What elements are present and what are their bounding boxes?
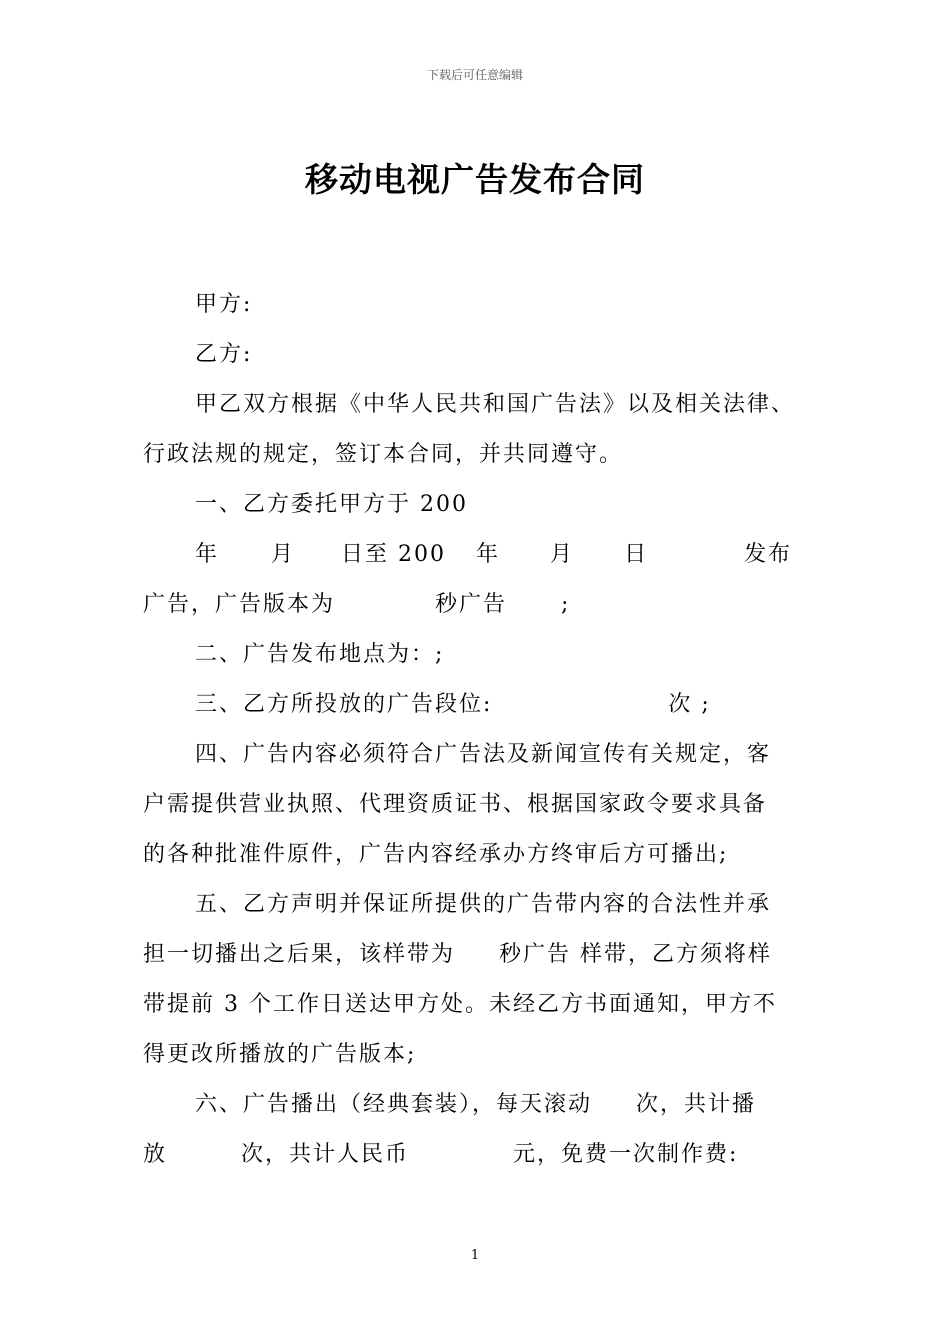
clause-6-play-label: 放 <box>143 1142 168 1167</box>
clause-6-broadcast-label: 六、广告播出（经典套装），每天滚动 <box>195 1092 593 1117</box>
clause-1-end: ; <box>561 592 571 617</box>
clause-1-line-2 <box>143 530 813 580</box>
clause-6-line-1 <box>143 1080 813 1130</box>
clause-1-line-3 <box>143 580 813 630</box>
clause-4-line-1: 四、广告内容必须符合广告法及新闻宣传有关规定，客 <box>195 742 772 767</box>
clause-5-seconds-label: 秒广告 样带，乙方须将样 <box>499 942 773 967</box>
clause-5-line-2 <box>143 930 813 980</box>
clause-1-line-1: 一、乙方委托甲方于 200 <box>195 492 468 517</box>
clause-6-fee-label: 元，免费一次制作费: <box>513 1142 739 1167</box>
intro-line-2: 行政法规的规定，签订本合同，并共同遵守。 <box>143 442 624 467</box>
clause-5-line-1: 五、乙方声明并保证所提供的广告带内容的合法性并承 <box>195 892 772 917</box>
document-title: 移动电视广告发布合同 <box>305 160 645 199</box>
clause-1-day2-label: 日 <box>624 542 649 567</box>
clause-2-line: 二、广告发布地点为：; <box>195 642 445 667</box>
clause-1-seconds-label: 秒广告 <box>435 592 508 617</box>
page-number: 1 <box>470 1248 480 1263</box>
clause-5-tape-label: 担一切播出之后果，该样带为 <box>143 942 456 967</box>
party-b-line: 乙方: <box>195 342 253 367</box>
header-note: 下载后可任意编辑 <box>426 68 523 82</box>
clause-5-line-4: 得更改所播放的广告版本; <box>143 1042 417 1067</box>
clause-5-line-3: 带提前 3 个工作日送达甲方处。未经乙方书面通知，甲方不 <box>143 992 777 1017</box>
intro-line-1: 甲乙双方根据《中华人民共和国广告法》以及相关法律、 <box>195 392 796 417</box>
clause-4-line-3: 的各种批准件原件，广告内容经承办方终审后方可播出; <box>143 842 729 867</box>
clause-6-times-label: 次，共计播 <box>636 1092 757 1117</box>
clause-6-line-2 <box>143 1130 813 1180</box>
clause-1-version-label: 广告，广告版本为 <box>143 592 336 617</box>
clause-1-year2-label: 年 <box>476 542 501 567</box>
contract-body <box>143 280 813 1180</box>
clause-4-line-2: 户需提供营业执照、代理资质证书、根据国家政令要求具备 <box>143 792 768 817</box>
clause-3-times-label: 次 ; <box>668 692 711 717</box>
clause-1-month2-label: 月 <box>550 542 575 567</box>
clause-3-line <box>143 680 813 730</box>
clause-1-year-label: 年 <box>195 542 220 567</box>
clause-3-label: 三、乙方所投放的广告段位: <box>195 692 493 717</box>
party-a-line: 甲方: <box>195 292 253 317</box>
clause-1-day-to-label: 日至 200 <box>341 542 447 567</box>
clause-1-publish-label: 发布 <box>744 542 793 567</box>
clause-1-month-label: 月 <box>271 542 296 567</box>
clause-6-total-label: 次，共计人民币 <box>241 1142 410 1167</box>
